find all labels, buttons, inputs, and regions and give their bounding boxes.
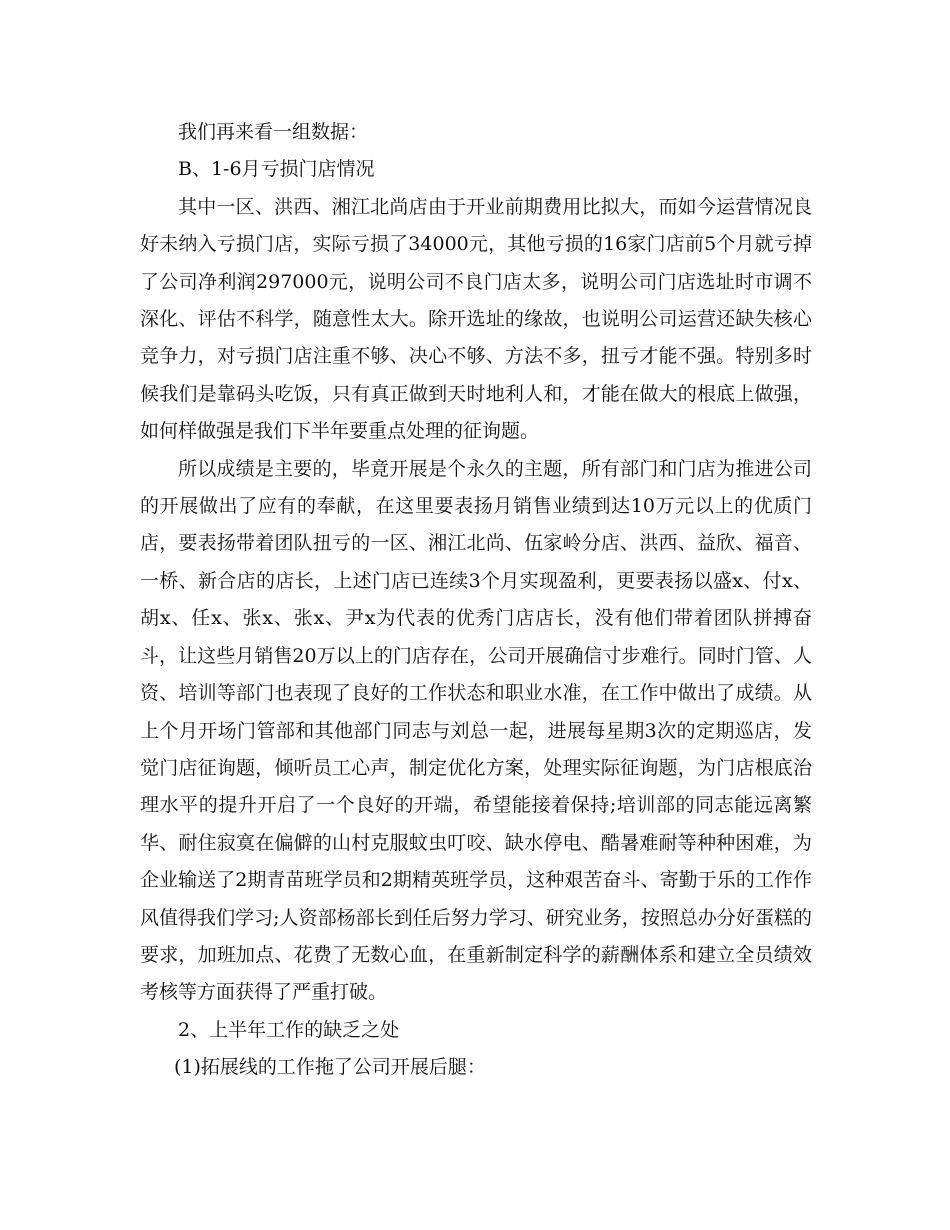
paragraph-section-2-heading: 2、上半年工作的缺乏之处 bbox=[178, 1018, 400, 1041]
document-body bbox=[140, 114, 812, 1087]
paragraph-subsection-1-heading: (1)拓展线的工作拖了公司开展后腿： bbox=[174, 1056, 486, 1079]
paragraph-section-b-heading: B、1-6月亏损门店情况 bbox=[178, 158, 375, 181]
paragraph-intro: 我们再来看一组数据： bbox=[178, 121, 369, 143]
paragraph-achievements: 所以成绩是主要的，毕竟开展是个永久的主题，所有部门和门店为推进公司的开展做出了应有的奉献，在这里要表扬月销售业绩到达10万元以上的优质门店，要表扬带着团队扭亏的一区、湘江北尚、伍家岭分店、洪西、益欣、福音、一桥、新合店的店长，上述门店已连续3个月实现盈利，更要表扬以盛x、付x、胡x、任x、张x、张x、尹x为代表的优秀门店店长，没有他们带着团队拼搏奋斗，让这些月销售20万以上的门店存在，公司开展确信寸步难行。同时门管、人资、培训等部门也表现了良好的工作状态和职业水准，在工作中做出了成绩。从上个月开场门管部和其他部门同志与刘总一起，进展每星期3次的定期巡店，发觉门店征询题，倾听员工心声，制定优化方案，处理实际征询题，为门店根底治理水平的提升开启了一个良好的开端，希望能接着保持;培训部的同志能远离繁华、耐住寂寞在偏僻的山村克服蚊虫叮咬、缺水停电、酷暑难耐等种种困难，为企业输送了2期青苗班学员和2期精英班学员，这种艰苦奋斗、寄勤于乐的工作作风值得我们学习;人资部杨部长到任后努力学习、研究业务，按照总办分好蛋糕的要求，加班加点、花费了无数心血，在重新制定科学的薪酬体系和建立全员绩效考核等方面获得了严重打破。 bbox=[140, 457, 812, 1004]
paragraph-loss-stores: 其中一区、洪西、湘江北尚店由于开业前期费用比拟大，而如今运营情况良好未纳入亏损门店，实际亏损了34000元，其他亏损的16家门店前5个月就亏掉了公司净利润297000元，说明公司不良门店太多，说明公司门店选址时市调不深化、评估不科学，随意性太大。除开选址的缘故，也说明公司运营还缺失核心竞争力，对亏损门店注重不够、决心不够、方法不多，扭亏才能不强。特别多时候我们是靠码头吃饭，只有真正做到天时地利人和，才能在做大的根底上做强，如何样做强是我们下半年要重点处理的征询题。 bbox=[140, 195, 812, 443]
